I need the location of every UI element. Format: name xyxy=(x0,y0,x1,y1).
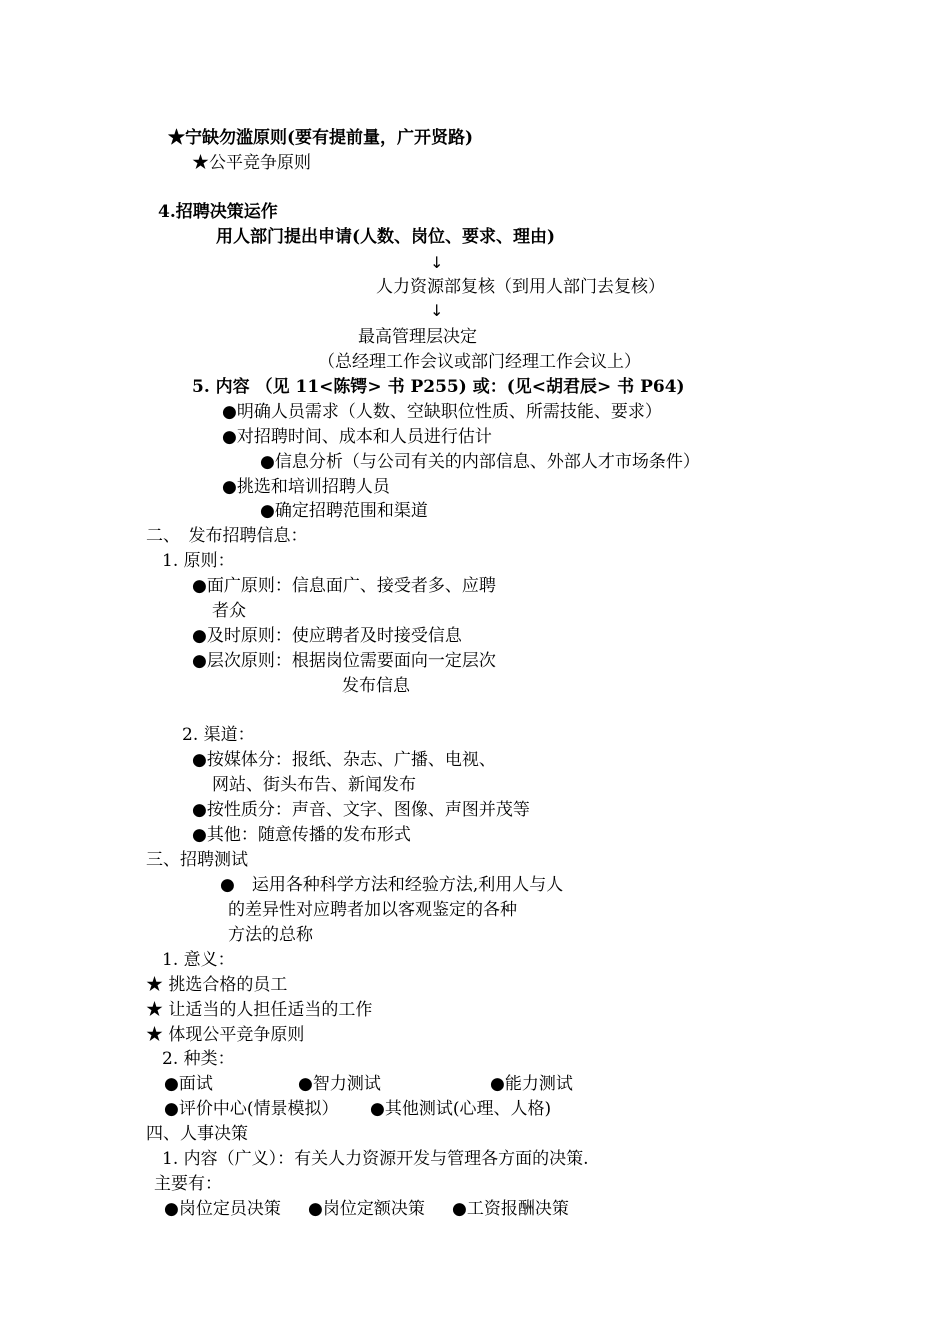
label-text: 主要有： xyxy=(154,1174,222,1194)
bullet-item: ●明确人员需求（人数、空缺职位性质、所需技能、要求） xyxy=(222,402,662,422)
bullet-item: ●及时原则：使应聘者及时接受信息 xyxy=(192,626,462,646)
test-type: ●面试 xyxy=(164,1074,213,1094)
flow-step: 用人部门提出申请(人数、岗位、要求、理由) xyxy=(216,227,556,247)
bullet-item: ●对招聘时间、成本和人员进行估计 xyxy=(222,427,492,447)
test-type: ●其他测试(心理、人格) xyxy=(370,1099,552,1119)
definition-text: ● 运用各种科学方法和经验方法,利用人与人 xyxy=(220,875,564,895)
star-item: ★ 挑选合格的员工 xyxy=(146,975,288,995)
flow-step: 最高管理层决定 xyxy=(358,327,477,347)
decision-type: ●工资报酬决策 xyxy=(452,1199,569,1219)
section-heading: 5. 内容 （见 11<陈锷> 书 P255) 或：(见<胡君辰> 书 P64) xyxy=(192,377,685,397)
chapter-heading: 三、招聘测试 xyxy=(146,850,248,870)
bullet-item: ●层次原则：根据岗位需要面向一定层次 xyxy=(192,651,496,671)
down-arrow-icon: ↓ xyxy=(430,253,444,272)
subsection-heading: 1. 内容（广义）：有关人力资源开发与管理各方面的决策. xyxy=(162,1149,589,1169)
section-heading: 4.招聘决策运作 xyxy=(158,202,278,222)
test-type: ●评价中心(情景模拟） xyxy=(164,1099,339,1119)
bullet-item-continued: 者众 xyxy=(212,601,246,621)
star-item: ★ 让适当的人担任适当的工作 xyxy=(146,1000,373,1020)
bullet-item: ●信息分析（与公司有关的内部信息、外部人才市场条件） xyxy=(260,452,700,472)
principle-line: ★公平竞争原则 xyxy=(192,153,311,173)
subsection-heading: 2. 渠道： xyxy=(182,725,255,745)
bullet-item-continued: 网站、街头布告、新闻发布 xyxy=(212,775,416,795)
star-item: ★ 体现公平竞争原则 xyxy=(146,1025,305,1045)
bullet-item: ●按媒体分：报纸、杂志、广播、电视、 xyxy=(192,750,496,770)
chapter-heading: 二、 发布招聘信息： xyxy=(146,526,308,546)
bullet-item-continued: 发布信息 xyxy=(342,676,410,696)
chapter-heading: 四、人事决策 xyxy=(146,1124,248,1144)
subsection-heading: 1. 原则： xyxy=(162,551,235,571)
decision-type: ●岗位定额决策 xyxy=(308,1199,425,1219)
principle-line: ★宁缺勿滥原则(要有提前量，广开贤路) xyxy=(168,128,474,148)
bullet-item: ●挑选和培训招聘人员 xyxy=(222,477,390,497)
down-arrow-icon: ↓ xyxy=(430,301,444,320)
definition-text: 方法的总称 xyxy=(228,925,313,945)
flow-step-note: （总经理工作会议或部门经理工作会议上） xyxy=(318,352,641,372)
bullet-item: ●确定招聘范围和渠道 xyxy=(260,501,428,521)
test-type: ●能力测试 xyxy=(490,1074,573,1094)
bullet-item: ●面广原则：信息面广、接受者多、应聘 xyxy=(192,576,496,596)
flow-step: 人力资源部复核（到用人部门去复核） xyxy=(376,277,665,297)
decision-type: ●岗位定员决策 xyxy=(164,1199,281,1219)
bullet-item: ●按性质分：声音、文字、图像、声图并茂等 xyxy=(192,800,530,820)
subsection-heading: 2. 种类： xyxy=(162,1049,235,1069)
definition-text: 的差异性对应聘者加以客观鉴定的各种 xyxy=(228,900,517,920)
bullet-item: ●其他：随意传播的发布形式 xyxy=(192,825,411,845)
test-type: ●智力测试 xyxy=(298,1074,381,1094)
subsection-heading: 1. 意义： xyxy=(162,950,235,970)
